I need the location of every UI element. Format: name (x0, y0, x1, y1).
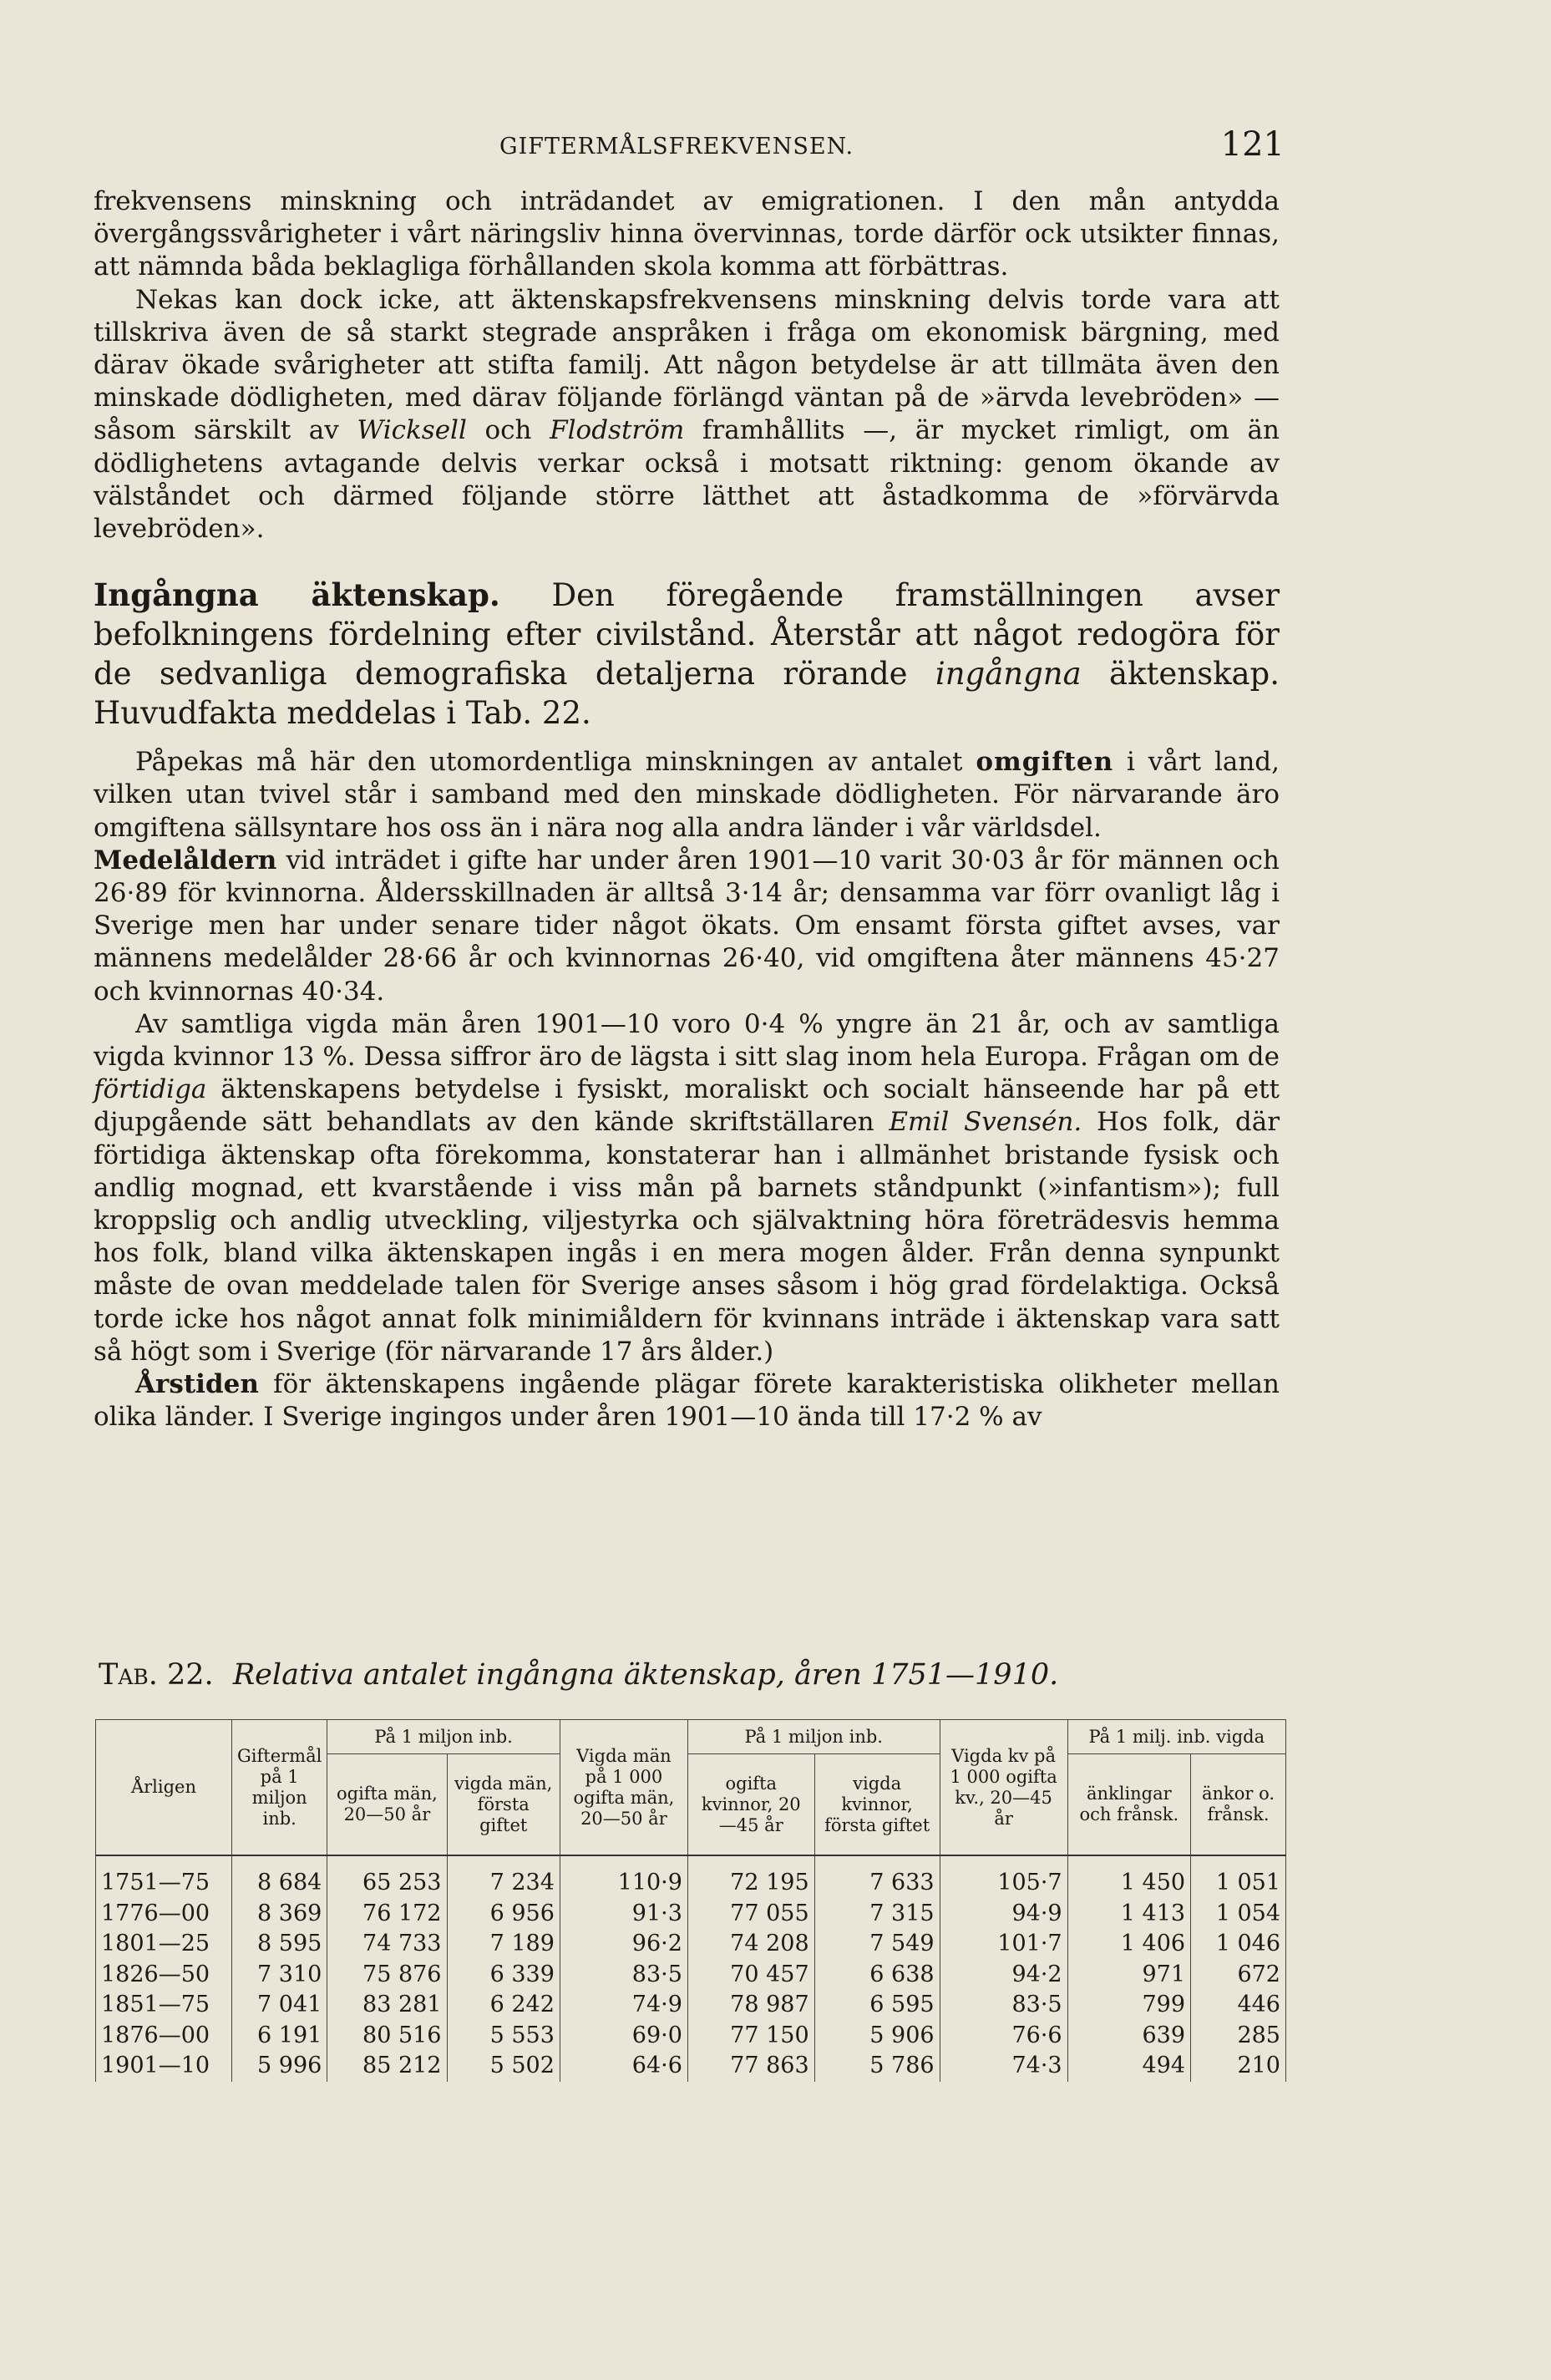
paragraph-3 (94, 576, 1280, 733)
table-cell: 7 549 (814, 1929, 940, 1960)
col-header-ankor: änkor o. frånsk. (1191, 1754, 1286, 1856)
table-body (96, 1855, 1286, 2082)
table-cell: 83·5 (560, 1960, 687, 1991)
paragraph-3-text-a: Den föregående framställningen avser befolkningens fördelning efter civilstånd. Återstår att något redogöra för de sedvanliga demografiska detaljerna rörande (94, 577, 1280, 693)
group-header-remarried: På 1 milj. inb. vigda (1067, 1720, 1285, 1754)
running-title: GIFTERMÅLSFREKVENSEN. (499, 134, 854, 160)
table-cell: 1 406 (1067, 1929, 1190, 1960)
table-cell: 101·7 (940, 1929, 1067, 1960)
table-cell: 69·0 (560, 2021, 687, 2052)
table-cell: 76 172 (327, 1899, 447, 1930)
side-heading-medelaldern: Medelåldern (94, 845, 277, 875)
paragraph-4-text-a: Påpekas må här den utomordentliga minskningen av antalet (135, 747, 976, 778)
paragraph-1: frekvensens minskning och inträdandet av emigrationen. I den mån antydda övergångssvårigheter i vårt näringsliv hinna övervinnas, torde därför ock utsikter finnas, att nämnda båda beklagliga förhållanden skola komma att förbättras. (94, 186, 1280, 282)
table-cell: 94·9 (940, 1899, 1067, 1930)
table-cell: 799 (1067, 1990, 1190, 2021)
col-header-giftermal: Giftermål på 1 miljon inb. (232, 1720, 327, 1856)
table-cell: 5 502 (447, 2051, 560, 2082)
table-cell: 74·9 (560, 1990, 687, 2021)
group-header-men: På 1 miljon inb. (327, 1720, 560, 1754)
table-cell: 6 595 (814, 1990, 940, 2021)
author-svensen: Emil Svensén. (889, 1107, 1082, 1138)
row-period: 1776—00 (96, 1899, 232, 1930)
paragraph-2 (94, 284, 1280, 546)
table-cell: 74 733 (327, 1929, 447, 1960)
table-cell: 72 195 (687, 1855, 814, 1899)
table-cell: 971 (1067, 1960, 1190, 1991)
paragraph-5 (94, 845, 1280, 1008)
paragraph-7-text: för äktenskapens ingående plägar förete karakteristiska olikheter mellan olika länder. I Sverige ingingos under åren 1901—10 ända till 17·2 % av (94, 1369, 1280, 1433)
table-cell: 6 191 (232, 2021, 327, 2052)
table-cell: 7 315 (814, 1899, 940, 1930)
table-cell: 7 633 (814, 1855, 940, 1899)
table-cell: 77 150 (687, 2021, 814, 2052)
table-cell: 8 369 (232, 1899, 327, 1930)
table-cell: 5 996 (232, 2051, 327, 2082)
table-title: Relativa antalet ingångna äktenskap, åren 1751—1910. (232, 1658, 1059, 1692)
table-row (96, 1990, 1286, 2021)
body-text (94, 185, 1280, 1434)
table-cell: 5 553 (447, 2021, 560, 2052)
table-label: Tab. 22. (99, 1658, 214, 1692)
table-cell: 7 041 (232, 1990, 327, 2021)
col-header-vigda-kv: vigda kvinnor, första giftet (814, 1754, 940, 1856)
page-number: 121 (1220, 125, 1285, 164)
page-header (99, 125, 1285, 167)
table-cell: 8 684 (232, 1855, 327, 1899)
table-cell: 1 051 (1191, 1855, 1286, 1899)
table-cell: 285 (1191, 2021, 1286, 2052)
col-header-arligen: Årligen (96, 1720, 232, 1856)
table-cell: 6 339 (447, 1960, 560, 1991)
table-cell: 5 786 (814, 2051, 940, 2082)
col-header-ogifta-man: ogifta män, 20—50 år (327, 1754, 447, 1856)
table-cell: 110·9 (560, 1855, 687, 1899)
col-header-vigda-man-pa: Vigda män på 1 000 ogifta män, 20—50 år (560, 1720, 687, 1856)
table-cell: 6 638 (814, 1960, 940, 1991)
table-cell: 70 457 (687, 1960, 814, 1991)
row-period: 1801—25 (96, 1929, 232, 1960)
table-cell: 74·3 (940, 2051, 1067, 2082)
table-cell: 1 046 (1191, 1929, 1286, 1960)
table-cell: 78 987 (687, 1990, 814, 2021)
table-cell: 76·6 (940, 2021, 1067, 2052)
paragraph-2-text-b: framhållits —, är mycket rimligt, om än dödlighetens avtagande delvis verkar också i motsatt riktning: genom ökande av välståndet och därmed följande större lätthet att åstadkomma de »förvärvda levebröden». (94, 415, 1280, 545)
table-cell: 65 253 (327, 1855, 447, 1899)
table-cell: 5 906 (814, 2021, 940, 2052)
col-header-anklingar: änklingar och frånsk. (1067, 1754, 1190, 1856)
table-cell: 77 863 (687, 2051, 814, 2082)
table-cell: 1 450 (1067, 1855, 1190, 1899)
table-cell: 8 595 (232, 1929, 327, 1960)
table-cell: 91·3 (560, 1899, 687, 1930)
col-header-ogifta-kv: ogifta kvinnor, 20—45 år (687, 1754, 814, 1856)
author-wicksell: Wicksell (357, 415, 467, 446)
table-row (96, 1899, 1286, 1930)
emphasis-ingangna: ingångna (935, 656, 1082, 693)
table-cell: 6 242 (447, 1990, 560, 2021)
table-cell: 83 281 (327, 1990, 447, 2021)
table-cell: 94·2 (940, 1960, 1067, 1991)
emphasis-fortidiga: förtidiga (94, 1074, 207, 1105)
paragraph-4 (94, 746, 1280, 845)
table-cell: 1 054 (1191, 1899, 1286, 1930)
paragraph-6-text-a: Av samtliga vigda män åren 1901—10 voro 0·4 % yngre än 21 år, och av samtliga vigda kvinnor 13 %. Dessa siffror äro de lägsta i sitt slag inom hela Europa. Frågan om de (94, 1008, 1280, 1073)
table-cell: 7 189 (447, 1929, 560, 1960)
table-cell: 80 516 (327, 2021, 447, 2052)
row-period: 1751—75 (96, 1855, 232, 1899)
paragraph-6-text-c: Hos folk, där förtidiga äktenskap ofta förekomma, konstaterar han i allmänhet bristande fysisk och andlig mognad, ett kvarstående i viss mån på barnets ståndpunkt (»infantism»); full kroppslig och andlig utveckling, viljestyrka och självaktning höra företrädesvis hemma hos folk, bland vilka äktenskapen ingås i en mera mogen ålder. Från denna synpunkt måste de ovan meddelade talen för Sverige anses såsom i hög grad fördelaktiga. Också torde icke hos något annat folk minimiåldern för kvinnans inträde i äktenskap vara satt så högt som i Sverige (för närvarande 17 års ålder.) (94, 1107, 1280, 1367)
table-cell: 64·6 (560, 2051, 687, 2082)
table-row (96, 1929, 1286, 1960)
row-period: 1901—10 (96, 2051, 232, 2082)
table-cell: 446 (1191, 1990, 1286, 2021)
col-header-vigda-man: vigda män, första giftet (447, 1754, 560, 1856)
table-cell: 85 212 (327, 2051, 447, 2082)
table-row (96, 1960, 1286, 1991)
paragraph-7 (94, 1368, 1280, 1434)
table-cell: 672 (1191, 1960, 1286, 1991)
group-header-women: På 1 miljon inb. (687, 1720, 940, 1754)
table-cell: 7 310 (232, 1960, 327, 1991)
paragraph-5-text: vid inträdet i gifte har under åren 1901—10 varit 30·03 år för männen och 26·89 för kvinnorna. Åldersskillnaden är alltså 3·14 år; densamma var förr ovanligt låg i Sverige men har under senare tider något ökats. Om ensamt första giftet avses, var männens medelålder 28·66 år och kvinnornas 26·40, vid omgiftena åter männens 45·27 och kvinnornas 40·34. (94, 845, 1280, 1007)
col-header-vigda-kv-pa: Vigda kv på 1 000 ogifta kv., 20—45 år (940, 1720, 1067, 1856)
marriage-table (95, 1719, 1286, 2082)
table-row (96, 2021, 1286, 2052)
table-cell: 96·2 (560, 1929, 687, 1960)
table-row (96, 1855, 1286, 1899)
paragraph-4-text-b: i vårt land, vilken utan tvivel står i samband med den minskade dödligheten. För närvarande äro omgiftena sällsyntare hos oss än i nära nog alla andra länder i vår världsdel. (94, 747, 1280, 843)
emphasis-omgiften: omgiften (976, 747, 1114, 778)
table-cell: 75 876 (327, 1960, 447, 1991)
table-cell: 105·7 (940, 1855, 1067, 1899)
paragraph-6 (94, 1008, 1280, 1368)
table-cell: 77 055 (687, 1899, 814, 1930)
paragraph-3-text-b: äktenskap. Huvudfakta meddelas i Tab. 22. (94, 656, 1280, 732)
table-cell: 83·5 (940, 1990, 1067, 2021)
row-period: 1851—75 (96, 1990, 232, 2021)
paragraph-6-text-b: äktenskapens betydelse i fysiskt, moraliskt och socialt hänseende har på ett djupgående sätt behandlats av den kände skriftställaren (94, 1074, 1280, 1138)
table-cell: 6 956 (447, 1899, 560, 1930)
author-flodstrom: Flodström (550, 415, 685, 446)
table-cell: 7 234 (447, 1855, 560, 1899)
table-cell: 494 (1067, 2051, 1190, 2082)
table-row (96, 2051, 1286, 2082)
row-period: 1876—00 (96, 2021, 232, 2052)
table-cell: 210 (1191, 2051, 1286, 2082)
side-heading-arstiden: Årstiden (135, 1369, 259, 1400)
table-cell: 639 (1067, 2021, 1190, 2052)
table-caption (99, 1658, 1285, 1692)
paragraph-2-text-a: Nekas kan dock icke, att äktenskapsfrekvensens minskning delvis torde vara att tillskriva även de så starkt stegrade anspråken i fråga om ekonomisk bärgning, med därav ökade svårigheter att stifta familj. Att någon betydelse är att tillmäta även den minskade dödligheten, med därav följande förlängd väntan på de »ärvda levebröden» — såsom särskilt av (94, 284, 1280, 446)
paragraph-2-conjunction: och (466, 415, 550, 446)
row-period: 1826—50 (96, 1960, 232, 1991)
section-heading-ingangna: Ingångna äktenskap. (94, 576, 500, 614)
table-cell: 1 413 (1067, 1899, 1190, 1930)
table-cell: 74 208 (687, 1929, 814, 1960)
